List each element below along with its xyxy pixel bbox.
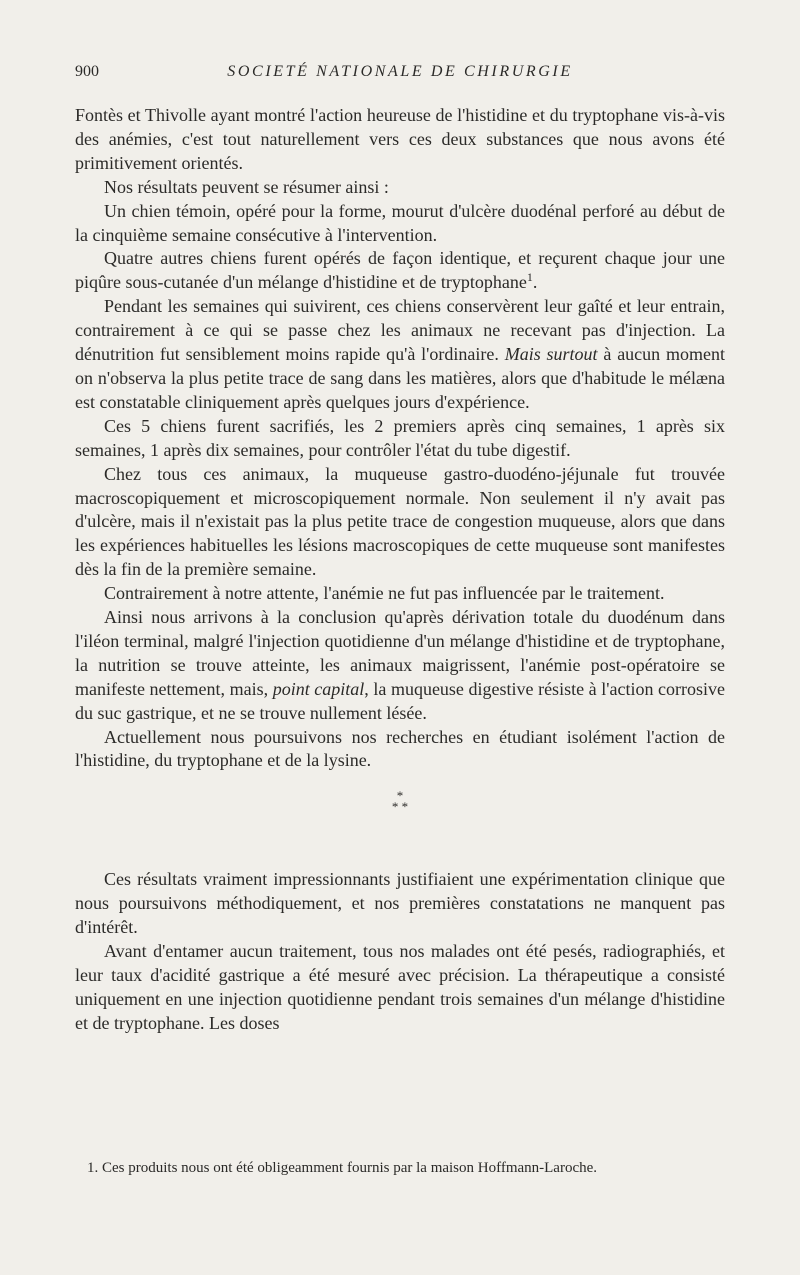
paragraph-text: à aucun moment on n'observa la plus petite trace de sang dans les matières, alors que d'habitude le mélæna est constatable cliniquement après quelques jours d'expérience. — [75, 344, 725, 412]
paragraph-text: , la muqueuse digestive résiste à l'action corrosive du suc gastrique, et ne se trouve nullement lésée. — [75, 678, 725, 723]
paragraph-end: . — [532, 272, 538, 293]
paragraph: Ces 5 chiens furent sacrifiés, les 2 premiers après cinq semaines, 1 après six semaines, 1 après dix semaines, pour contrôler l'état du tube digestif. — [75, 415, 725, 460]
paragraph: Chez tous ces animaux, la muqueuse gastro-duodéno-jéjunale fut trouvée macroscopiquement et microscopiquement normale. Non seulement il n'y avait pas d'ulcère, mais il n'existait pas la plus petite trace de congestion muqueuse, alors que dans les expériences habituelles les lésions macroscopiques de cette muqueuse sont manifestes dès la fin de la première semaine. — [75, 463, 725, 580]
paragraph-text: Pendant les semaines qui suivirent, ces chiens conservèrent leur gaîté et leur entrain, contrairement à ce qui se passe chez les animaux ne recevant pas d'injection. La dénutrition fut sensiblement moins rapide qu'à l'ordinaire. — [75, 296, 725, 365]
page-header — [75, 63, 725, 87]
body-text — [75, 104, 725, 1036]
paragraph-text: Ainsi nous arrivons à la conclusion qu'après dérivation totale du duodénum dans l'iléon terminal, malgré l'injection quotidienne d'un mélange d'histidine et de tryptophane, la nutrition se trouve atteinte, les animaux maigrissent, l'anémie post-opératoire se manifeste nettement, mais, — [75, 607, 725, 699]
paragraph: Fontès et Thivolle ayant montré l'action heureuse de l'histidine et du tryptophane vis-à-vis des anémies, c'est tout naturellement vers ces deux substances que nous avons été primitivement orientés. — [75, 105, 725, 173]
paragraph: Avant d'entamer aucun traitement, tous nos malades ont été pesés, radiographiés, et leur taux d'acidité gastrique a été mesuré avec précision. La thérapeutique a consisté uniquement en une injection quotidienne pendant trois semaines d'un mélange d'histidine et de tryptophane. Les doses — [75, 941, 725, 1033]
asterism-bottom: * * — [391, 799, 409, 815]
paragraph-text: Quatre autres chiens furent opérés de façon identique, et reçurent chaque jour une piqûre sous-cutanée d'un mélange d'histidine et de tryptophane — [75, 248, 725, 293]
paragraph: Nos résultats peuvent se résumer ainsi : — [104, 176, 389, 197]
running-title: SOCIETÉ NATIONALE DE CHIRURGIE — [227, 63, 573, 80]
emphasis-text: Mais surtout — [504, 344, 598, 365]
asterism-top: * — [396, 788, 404, 804]
paragraph: Un chien témoin, opéré pour la forme, mourut d'ulcère duodénal perforé au début de la cinquième semaine consécutive à l'intervention. — [75, 200, 725, 245]
footnote — [75, 1159, 725, 1178]
paragraph — [75, 295, 725, 415]
emphasis-text: point capital — [272, 678, 365, 699]
section-separator — [75, 773, 725, 868]
footnote-reference: 1 — [526, 270, 533, 285]
footnote-text: 1. Ces produits nous ont été obligeamment fournis par la maison Hoffmann-Laroche. — [87, 1160, 598, 1176]
paragraph — [75, 606, 725, 726]
paragraph — [75, 247, 725, 295]
page-number: 900 — [75, 63, 99, 80]
paragraph: Ces résultats vraiment impressionnants justifiaient une expérimentation clinique que nous poursuivons méthodiquement, et nos premières constatations ne manquent pas d'intérêt. — [75, 869, 725, 938]
paragraph: Contrairement à notre attente, l'anémie ne fut pas influencée par le traitement. — [104, 583, 665, 604]
paragraph: Actuellement nous poursuivons nos recherches en étudiant isolément l'action de l'histidine, du tryptophane et de la lysine. — [75, 726, 725, 771]
